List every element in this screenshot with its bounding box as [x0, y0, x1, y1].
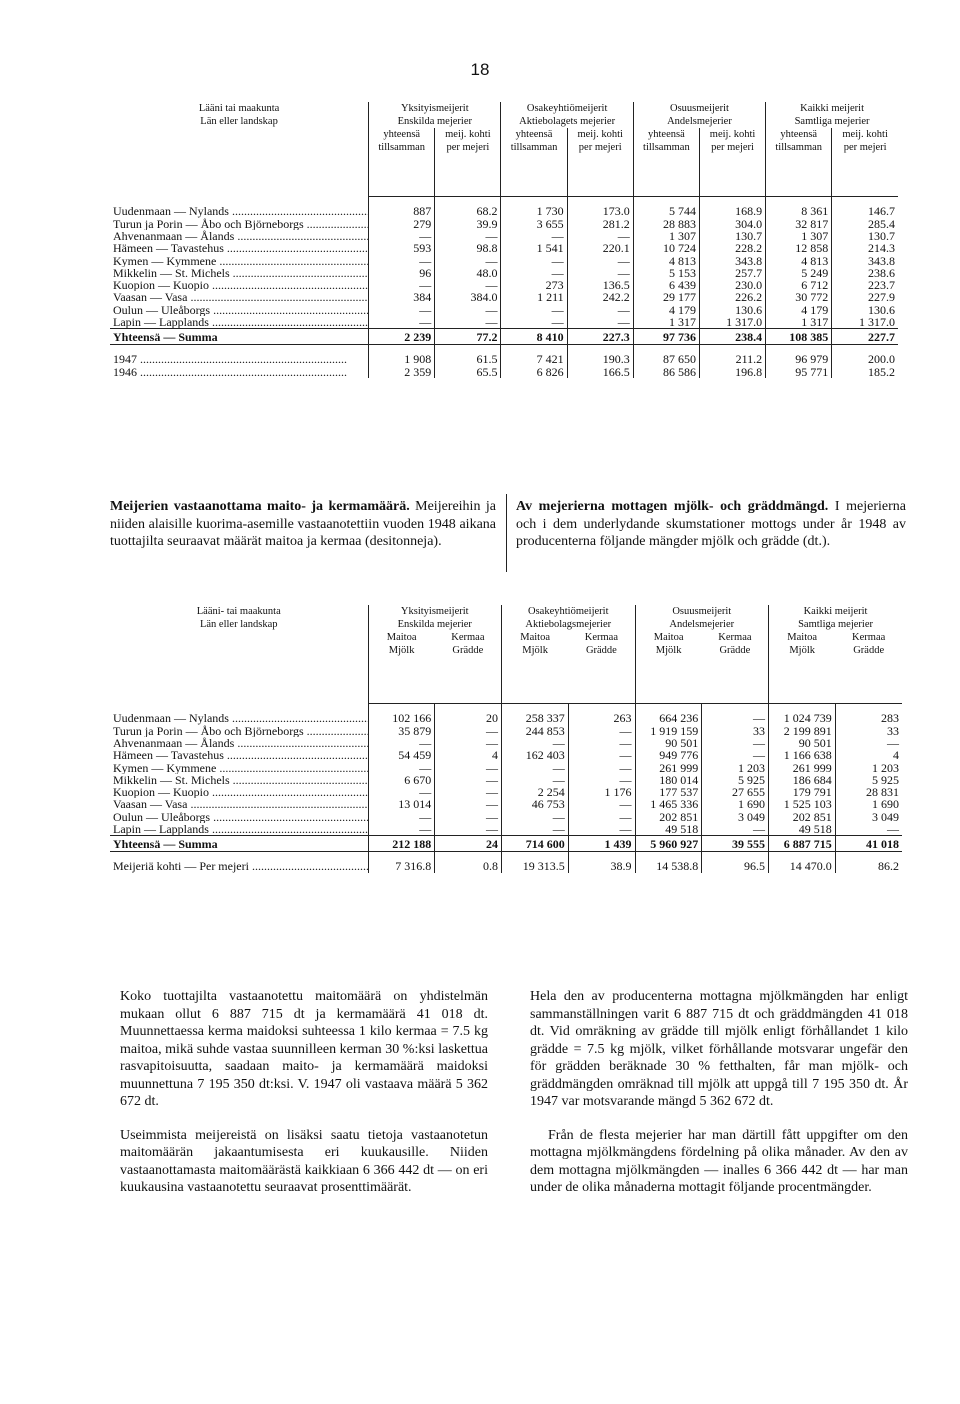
cell-value: 2 359 [369, 366, 435, 378]
intro-swedish-title: Av mejerierna mottagen mjölk- och gräddmängd. [516, 499, 829, 514]
table-row [110, 218, 898, 230]
cell-value: 180 014 [635, 774, 702, 786]
row-label: Oulun — Uleåborgs ..... [110, 811, 368, 823]
row-label: Vaasan — Vasa ..... [110, 291, 369, 303]
cell-value: 96 [369, 267, 435, 279]
cell-value: 190.3 [567, 353, 633, 365]
cell-value: 6 826 [501, 366, 567, 378]
table-body [110, 197, 898, 378]
cell-value: 5 960 927 [635, 836, 702, 852]
cell-value: — [702, 823, 769, 836]
cell-value: 2 199 891 [769, 725, 836, 737]
cell-value: — [369, 279, 435, 291]
column-divider [506, 494, 507, 572]
cell-value: — [567, 316, 633, 329]
cell-value: 86.2 [835, 860, 902, 872]
cell-value: 5 249 [766, 267, 832, 279]
cell-value: — [435, 254, 501, 266]
cell-value: 13 014 [368, 798, 435, 810]
cell-value: 96.5 [702, 860, 769, 872]
row-label: Turun ja Porin — Åbo och Björneborgs ..... [110, 725, 368, 737]
cell-value: 10 724 [633, 242, 699, 254]
cell-value: 39 555 [702, 836, 769, 852]
year-row [110, 366, 898, 378]
cell-value: 28 883 [633, 218, 699, 230]
cell-value: 33 [835, 725, 902, 737]
intro-finnish-text: Meijereihin ja niiden alaisille kuorima-asemille vastaanotettiin vuoden 1948 aikana tuottajilta seuraavat määrät maitoa ja kermaa (desitonneja). [110, 499, 496, 549]
cell-value: — [435, 774, 502, 786]
cell-value: — [501, 304, 567, 316]
cell-value: 33 [702, 725, 769, 737]
cell-value: — [567, 230, 633, 242]
cell-value: 1 024 739 [769, 712, 836, 724]
group-header-all: Kaikki meijerit Samtliga mejerier [766, 102, 898, 128]
table-row [110, 267, 898, 279]
cell-value: — [568, 811, 635, 823]
cell-value: — [702, 712, 769, 724]
table-row [110, 786, 902, 798]
cell-value: 5 925 [835, 774, 902, 786]
sub-header-per-dairy: meij. kohti per mejeri [567, 128, 633, 162]
cell-value: — [568, 737, 635, 749]
cell-value: 238.6 [832, 267, 898, 279]
cell-value: 12 858 [766, 242, 832, 254]
cell-value: — [369, 316, 435, 329]
cell-value: — [567, 254, 633, 266]
cell-value: — [502, 811, 569, 823]
cell-value: — [435, 279, 501, 291]
cell-value: — [568, 725, 635, 737]
cell-value: 220.1 [567, 242, 633, 254]
row-label: Kymen — Kymmene ..... [110, 761, 368, 773]
cell-value: — [501, 230, 567, 242]
table-row [110, 725, 902, 737]
cell-value: 177 537 [635, 786, 702, 798]
sub-header-total: yhteensä tillsamman [501, 128, 567, 162]
cell-value: 102 166 [368, 712, 435, 724]
cell-value: — [368, 811, 435, 823]
table-row [110, 712, 902, 724]
group-header-private: Yksityismeijerit Enskilda mejerier [368, 605, 502, 631]
cell-value: 173.0 [567, 205, 633, 217]
row-label: Kuopion — Kuopio ..... [110, 786, 368, 798]
per-dairy-row [110, 860, 902, 872]
table-row [110, 761, 902, 773]
intro-swedish-text: I mejerierna och i dem underlydande skumstationer mottogs under år 1948 av producenterna följande mängder mjölk och grädde (dt.). [516, 499, 907, 549]
cell-value: 273 [501, 279, 567, 291]
cell-value: 304.0 [699, 218, 765, 230]
sub-header-per-dairy: meij. kohti per mejeri [699, 128, 765, 162]
cell-value: — [567, 267, 633, 279]
cell-value: 887 [369, 205, 435, 217]
cell-value: 130.6 [832, 304, 898, 316]
cell-value: — [368, 823, 435, 836]
cell-value: 90 501 [635, 737, 702, 749]
cell-value: 1 307 [633, 230, 699, 242]
cell-value: — [369, 230, 435, 242]
cell-value: 1 203 [702, 761, 769, 773]
row-label: Lapin — Lapplands ..... [110, 316, 369, 329]
cell-value: 46 753 [502, 798, 569, 810]
summary-swedish-paragraph-1: Hela den av producenterna mottagna mjölkmängden har enligt sammanställningen varit 6 887 715 dt och gräddmängden 41 018 dt. Vid omräkning av grädde till mjölk enligt förhållandet 1 kilo grädde = 7.5 kg mjölk, vilket förhållande motsvarar ungefär den för grädden beräknade 30 % fetthalten, får man mjölk- och gräddmängden omräknad till mjölk att uppgå till 7 195 350 dt. År 1947 var motsvarande mängd 5 362 672 dt. [530, 989, 908, 1109]
cell-value: 285.4 [832, 218, 898, 230]
cell-value: 211.2 [699, 353, 765, 365]
cell-value: 130.6 [699, 304, 765, 316]
cell-value: 1 176 [568, 786, 635, 798]
cell-value: — [435, 798, 502, 810]
cell-value: 1 166 638 [769, 749, 836, 761]
cell-value: — [835, 823, 902, 836]
cell-value: 6 439 [633, 279, 699, 291]
cell-value: 136.5 [567, 279, 633, 291]
cell-value: 226.2 [699, 291, 765, 303]
cell-value: 1 439 [568, 836, 635, 852]
cell-value: 168.9 [699, 205, 765, 217]
row-label: Vaasan — Vasa ..... [110, 798, 368, 810]
cell-value: 664 236 [635, 712, 702, 724]
table-row [110, 737, 902, 749]
row-label: Meijeriä kohti — Per mejeri ..... [110, 860, 368, 872]
cell-value: 19 313.5 [502, 860, 569, 872]
cell-value: — [502, 761, 569, 773]
cell-value: 28 831 [835, 786, 902, 798]
cell-value: 90 501 [769, 737, 836, 749]
cell-value: 279 [369, 218, 435, 230]
cell-value: 27 655 [702, 786, 769, 798]
cell-value: 1 307 [766, 230, 832, 242]
cell-value: — [568, 823, 635, 836]
cell-value: 3 049 [702, 811, 769, 823]
region-header: Lääni tai maakunta Län eller landskap [198, 103, 280, 128]
cell-value: 242.2 [567, 291, 633, 303]
cell-value: 384.0 [435, 291, 501, 303]
summary-swedish-paragraph-2: Från de flesta mejerier har man därtill fått uppgifter om den mottagna mjölkmängdens fördelning på olika månader. Av den av dem mottagna mjölkmängden — inalles 6 366 442 dt — har man under de olika månaderna mottagit följande procentmängder. [530, 1127, 908, 1195]
cell-value: 8 410 [501, 329, 567, 345]
cell-value: — [435, 786, 502, 798]
group-header-all: Kaikki meijerit Samtliga mejerier [769, 605, 903, 631]
table-row [110, 205, 898, 217]
cell-value: — [369, 304, 435, 316]
cell-value: 49 518 [769, 823, 836, 836]
cell-value: 4 [435, 749, 502, 761]
cell-value: — [435, 823, 502, 836]
cell-value: — [368, 761, 435, 773]
cell-value: 14 538.8 [635, 860, 702, 872]
sub-header-total: yhteensä tillsamman [369, 128, 435, 162]
cell-value: — [435, 737, 502, 749]
cell-value: 227.3 [567, 329, 633, 345]
cell-value: 108 385 [766, 329, 832, 345]
cell-value: 227.7 [832, 329, 898, 345]
group-header-cooperative: Osuusmeijerit Andelsmejerier [635, 605, 769, 631]
total-row [110, 329, 898, 345]
cell-value: 95 771 [766, 366, 832, 378]
cell-value: 162 403 [502, 749, 569, 761]
sub-header-per-dairy: meij. kohti per mejeri [435, 128, 501, 162]
cell-value: 29 177 [633, 291, 699, 303]
intro-swedish [516, 498, 906, 551]
table-row [110, 798, 902, 810]
summary-swedish [530, 988, 908, 1213]
group-header-cooperative: Osuusmeijerit Andelsmejerier [633, 102, 765, 128]
cell-value: 283 [835, 712, 902, 724]
cell-value: 97 736 [633, 329, 699, 345]
cell-value: 6 887 715 [769, 836, 836, 852]
cell-value: — [568, 749, 635, 761]
cell-value: 185.2 [832, 366, 898, 378]
cell-value: 130.7 [699, 230, 765, 242]
sub-header-cream: Kermaa Grädde [718, 632, 752, 657]
cell-value: 202 851 [635, 811, 702, 823]
cell-value: 228.2 [699, 242, 765, 254]
cell-value: — [502, 823, 569, 836]
row-label: Kuopion — Kuopio ..... [110, 279, 369, 291]
cell-value: 8 361 [766, 205, 832, 217]
row-label: Yhteensä — Summa [110, 329, 369, 345]
sub-header-cream: Kermaa Grädde [584, 632, 618, 657]
summary-finnish-paragraph-1: Koko tuottajilta vastaanotettu maitomäärä on yhdistelmän mukaan ollut 6 887 715 dt ja kermamäärä 41 018 dt. Muunnettaessa kerma maidoksi suhteessa 1 kilo kermaa = 7.5 kg maitoa, mikä suhde vastaa suunnilleen kerman 30 %:ksi laskettua rasvapitoisuutta, saadaan maito- ja kermamäärä maidoksi muunnettuna 7 195 350 dt:ksi. V. 1947 oli vastaava määrä 5 362 672 dt. [120, 989, 488, 1109]
cell-value: — [435, 304, 501, 316]
cell-value: 4 179 [766, 304, 832, 316]
sub-header-total: yhteensä tillsamman [766, 128, 832, 162]
cell-value: — [435, 316, 501, 329]
cell-value: 39.9 [435, 218, 501, 230]
cell-value: 1 690 [835, 798, 902, 810]
cell-value: 0.8 [435, 860, 502, 872]
cell-value: 343.8 [832, 254, 898, 266]
row-label: Mikkelin — St. Michels ..... [110, 774, 368, 786]
cell-value: — [502, 737, 569, 749]
sub-header-cream: Kermaa Grädde [451, 632, 485, 657]
sub-header-milk: Maitoa Mjölk [635, 631, 702, 669]
cell-value: — [502, 774, 569, 786]
cell-value: 32 817 [766, 218, 832, 230]
cell-value: 14 470.0 [769, 860, 836, 872]
cell-value: 214.3 [832, 242, 898, 254]
cell-value: 61.5 [435, 353, 501, 365]
cell-value: — [702, 749, 769, 761]
cell-value: — [369, 254, 435, 266]
cell-value: 98.8 [435, 242, 501, 254]
cell-value: 49 518 [635, 823, 702, 836]
cell-value: 343.8 [699, 254, 765, 266]
cell-value: 238.4 [699, 329, 765, 345]
cell-value: 6 670 [368, 774, 435, 786]
row-label: Oulun — Uleåborgs ..... [110, 304, 369, 316]
cell-value: 54 459 [368, 749, 435, 761]
cell-value: — [567, 304, 633, 316]
cell-value: 5 744 [633, 205, 699, 217]
cell-value: 261 999 [769, 761, 836, 773]
row-label: 1946 ..... [110, 366, 369, 378]
cell-value: 48.0 [435, 267, 501, 279]
cell-value: 1 317.0 [832, 316, 898, 329]
intro-finnish [110, 498, 496, 551]
cell-value: 1 730 [501, 205, 567, 217]
total-row [110, 836, 902, 852]
cell-value: — [501, 254, 567, 266]
cell-value: 20 [435, 712, 502, 724]
cell-value: — [435, 761, 502, 773]
cell-value: 1 908 [369, 353, 435, 365]
cell-value: 38.9 [568, 860, 635, 872]
cell-value: — [702, 737, 769, 749]
cell-value: — [835, 737, 902, 749]
cell-value: 258 337 [502, 712, 569, 724]
cell-value: 223.7 [832, 279, 898, 291]
table-row [110, 811, 902, 823]
cell-value: 1 541 [501, 242, 567, 254]
cell-value: 227.9 [832, 291, 898, 303]
cell-value: 263 [568, 712, 635, 724]
cell-value: 41 018 [835, 836, 902, 852]
cell-value: 4 813 [766, 254, 832, 266]
summary-finnish-paragraph-2: Useimmista meijereistä on lisäksi saatu tietoja vastaanotetun maitomäärän jakaantumisesta eri kuukausille. Niiden vastaanottamasta maitomäärästä kaikkiaan 6 366 442 dt — on eri kuukausina vastaanotettu seuraavat prosenttimäärät. [120, 1127, 488, 1195]
table-row [110, 291, 898, 303]
row-label: Ahvenanmaan — Ålands ..... [110, 737, 368, 749]
cell-value: 1 465 336 [635, 798, 702, 810]
summary-finnish [120, 988, 488, 1213]
row-label: Yhteensä — Summa [110, 836, 368, 852]
cell-value: 230.0 [699, 279, 765, 291]
cell-value: 65.5 [435, 366, 501, 378]
row-label: Hämeen — Tavastehus ..... [110, 242, 369, 254]
row-label: Lapin — Lapplands ..... [110, 823, 368, 836]
intro-finnish-title: Meijerien vastaanottama maito- ja kermamäärä. [110, 499, 410, 514]
cell-value: 146.7 [832, 205, 898, 217]
sub-header-per-dairy: meij. kohti per mejeri [832, 128, 898, 162]
cell-value: — [435, 230, 501, 242]
cell-value: 593 [369, 242, 435, 254]
cell-value: — [568, 774, 635, 786]
cell-value: 24 [435, 836, 502, 852]
page-number: 18 [470, 60, 490, 79]
group-header-private: Yksityismeijerit Enskilda mejerier [369, 102, 501, 128]
cell-value: 1 919 159 [635, 725, 702, 737]
dairy-count-table [110, 102, 898, 378]
cell-value: 5 925 [702, 774, 769, 786]
cell-value: 714 600 [502, 836, 569, 852]
cell-value: 96 979 [766, 353, 832, 365]
table-row [110, 823, 902, 836]
cell-value: — [435, 811, 502, 823]
cell-value: 2 254 [502, 786, 569, 798]
cell-value: 196.8 [699, 366, 765, 378]
row-label: Ahvenanmaan — Ålands ..... [110, 230, 369, 242]
cell-value: 1 690 [702, 798, 769, 810]
sub-header-milk: Maitoa Mjölk [502, 631, 569, 669]
cell-value: 949 776 [635, 749, 702, 761]
sub-header-milk: Maitoa Mjölk [769, 631, 836, 669]
group-header-joint-stock: Osakeyhtiömeijerit Aktiebolagsmejerier [502, 605, 636, 631]
cell-value: 200.0 [832, 353, 898, 365]
cell-value: 3 655 [501, 218, 567, 230]
cell-value: 30 772 [766, 291, 832, 303]
cell-value: — [501, 316, 567, 329]
cell-value: 7 316.8 [368, 860, 435, 872]
cell-value: — [568, 798, 635, 810]
cell-value: 4 179 [633, 304, 699, 316]
cell-value: 87 650 [633, 353, 699, 365]
cell-value: 6 712 [766, 279, 832, 291]
row-label: 1947 ..... [110, 353, 369, 365]
cell-value: — [501, 267, 567, 279]
cell-value: — [568, 761, 635, 773]
table-row [110, 254, 898, 266]
table-row [110, 279, 898, 291]
cell-value: — [368, 786, 435, 798]
group-header-joint-stock: Osakeyhtiömeijerit Aktiebolagets mejerier [501, 102, 633, 128]
cell-value: 1 317 [766, 316, 832, 329]
cell-value: 77.2 [435, 329, 501, 345]
sub-header-cream: Kermaa Grädde [852, 632, 886, 657]
table-row [110, 230, 898, 242]
table-row [110, 304, 898, 316]
row-label: Uudenmaan — Nylands ..... [110, 712, 368, 724]
cell-value: 7 421 [501, 353, 567, 365]
row-label: Kymen — Kymmene ..... [110, 254, 369, 266]
milk-cream-table [110, 605, 902, 873]
table-body [110, 704, 902, 873]
cell-value: — [368, 737, 435, 749]
cell-value: 1 525 103 [769, 798, 836, 810]
cell-value: 166.5 [567, 366, 633, 378]
cell-value: 4 [835, 749, 902, 761]
cell-value: 1 211 [501, 291, 567, 303]
cell-value: 179 791 [769, 786, 836, 798]
table-row [110, 774, 902, 786]
cell-value: 68.2 [435, 205, 501, 217]
cell-value: 3 049 [835, 811, 902, 823]
cell-value: 244 853 [502, 725, 569, 737]
cell-value: 212 188 [368, 836, 435, 852]
cell-value: 1 317 [633, 316, 699, 329]
cell-value: 4 813 [633, 254, 699, 266]
row-label: Turun ja Porin — Åbo och Björneborgs ..... [110, 218, 369, 230]
cell-value: 35 879 [368, 725, 435, 737]
region-header: Lääni- tai maakunta Län eller landskap [196, 606, 281, 631]
cell-value: 202 851 [769, 811, 836, 823]
table-row [110, 316, 898, 329]
cell-value: 186 684 [769, 774, 836, 786]
sub-header-total: yhteensä tillsamman [633, 128, 699, 162]
row-label: Mikkelin — St. Michels ..... [110, 267, 369, 279]
cell-value: 384 [369, 291, 435, 303]
row-label: Uudenmaan — Nylands ..... [110, 205, 369, 217]
cell-value: 1 203 [835, 761, 902, 773]
cell-value: 257.7 [699, 267, 765, 279]
table-row [110, 242, 898, 254]
table-row [110, 749, 902, 761]
cell-value: 261 999 [635, 761, 702, 773]
cell-value: 5 153 [633, 267, 699, 279]
cell-value: 130.7 [832, 230, 898, 242]
cell-value: 1 317.0 [699, 316, 765, 329]
row-label: Hämeen — Tavastehus ..... [110, 749, 368, 761]
cell-value: 281.2 [567, 218, 633, 230]
year-row [110, 353, 898, 365]
sub-header-milk: Maitoa Mjölk [368, 631, 435, 669]
cell-value: — [435, 725, 502, 737]
cell-value: 86 586 [633, 366, 699, 378]
cell-value: 2 239 [369, 329, 435, 345]
